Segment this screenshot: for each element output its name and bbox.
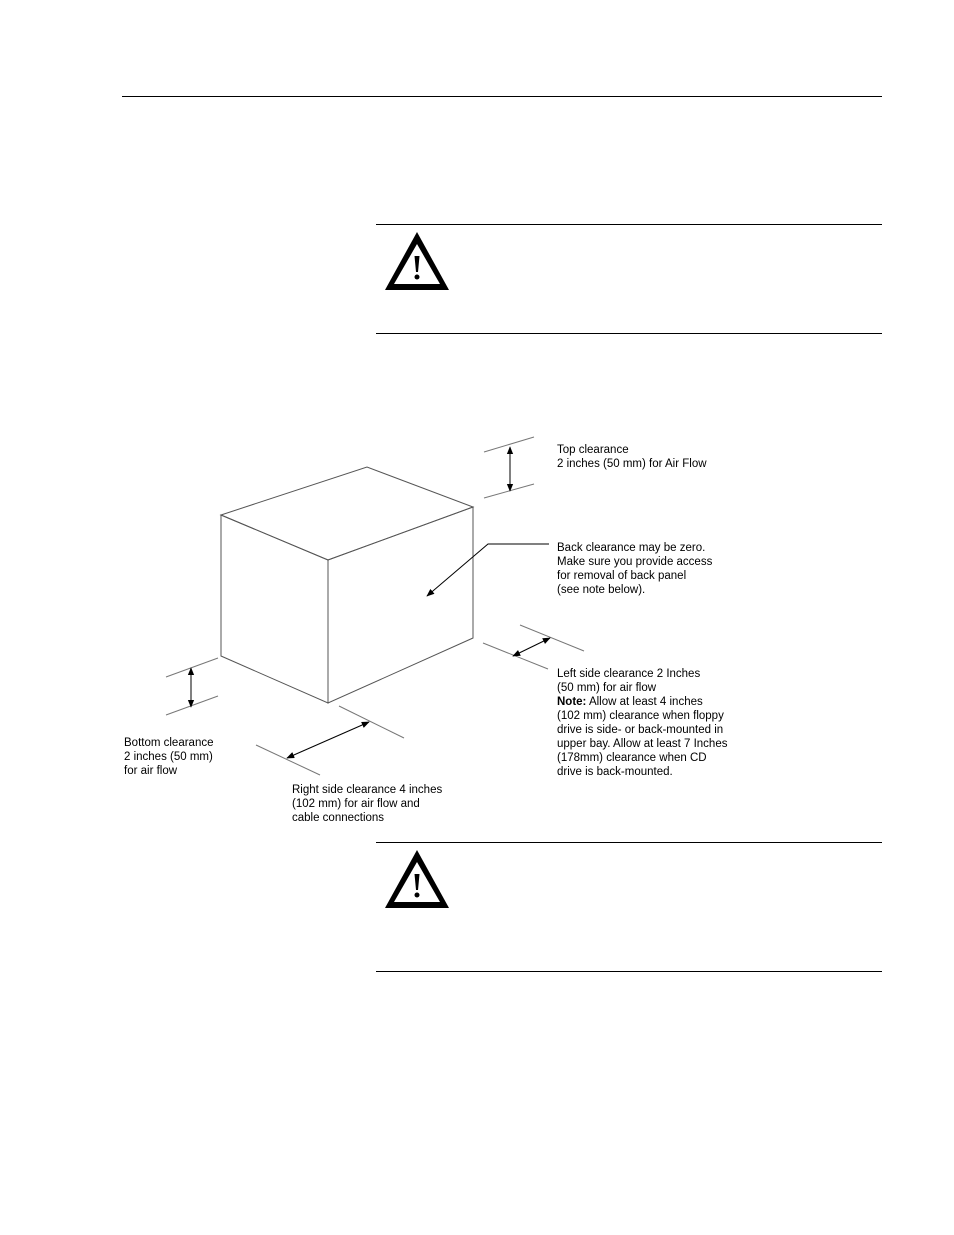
label-line: Make sure you provide access: [557, 556, 713, 568]
label-line: (178mm) clearance when CD: [557, 752, 707, 764]
bottom-clearance-indicator: [166, 658, 218, 715]
computer-box-outline: [221, 467, 473, 703]
top-clearance-label: [557, 443, 707, 471]
label-line: for removal of back panel: [557, 570, 687, 582]
label-line: drive is back-mounted.: [557, 766, 673, 778]
label-line: 2 inches (50 mm) for Air Flow: [557, 458, 707, 470]
right-clearance-indicator: [256, 706, 404, 775]
label-line: Top clearance: [557, 444, 629, 456]
right-clearance-label: [292, 783, 442, 825]
label-line: Back clearance may be zero.: [557, 542, 706, 554]
label-line: [557, 695, 727, 709]
label-line: (102 mm) clearance when floppy: [557, 710, 724, 722]
back-clearance-label: [557, 541, 712, 597]
label-line: Right side clearance 4 inches: [292, 784, 443, 796]
top-clearance-indicator: [484, 437, 534, 498]
label-line: cable connections: [292, 812, 385, 824]
label-line: Left side clearance 2 Inches: [557, 668, 701, 680]
label-line: upper bay. Allow at least 7 Inches: [557, 738, 728, 750]
label-line: Bottom clearance: [124, 737, 214, 749]
label-line: 2 inches (50 mm): [124, 751, 213, 763]
left-clearance-label: [557, 667, 727, 779]
back-clearance-leader: [427, 544, 549, 596]
left-clearance-indicator: [483, 625, 584, 669]
warning-triangle-icon: [383, 848, 451, 910]
note-label: Note:: [557, 696, 587, 708]
label-line: (50 mm) for air flow: [557, 682, 657, 694]
bottom-clearance-label: [124, 736, 214, 778]
warning-bottom-rule-lower: [376, 971, 882, 972]
note-text: Allow at least 4 inches: [586, 696, 703, 708]
warning-bottom-rule-upper: [376, 842, 882, 843]
label-line: drive is side- or back-mounted in: [557, 724, 724, 736]
label-line: for air flow: [124, 765, 178, 777]
label-line: (102 mm) for air flow and: [292, 798, 420, 810]
label-line: (see note below).: [557, 584, 646, 596]
